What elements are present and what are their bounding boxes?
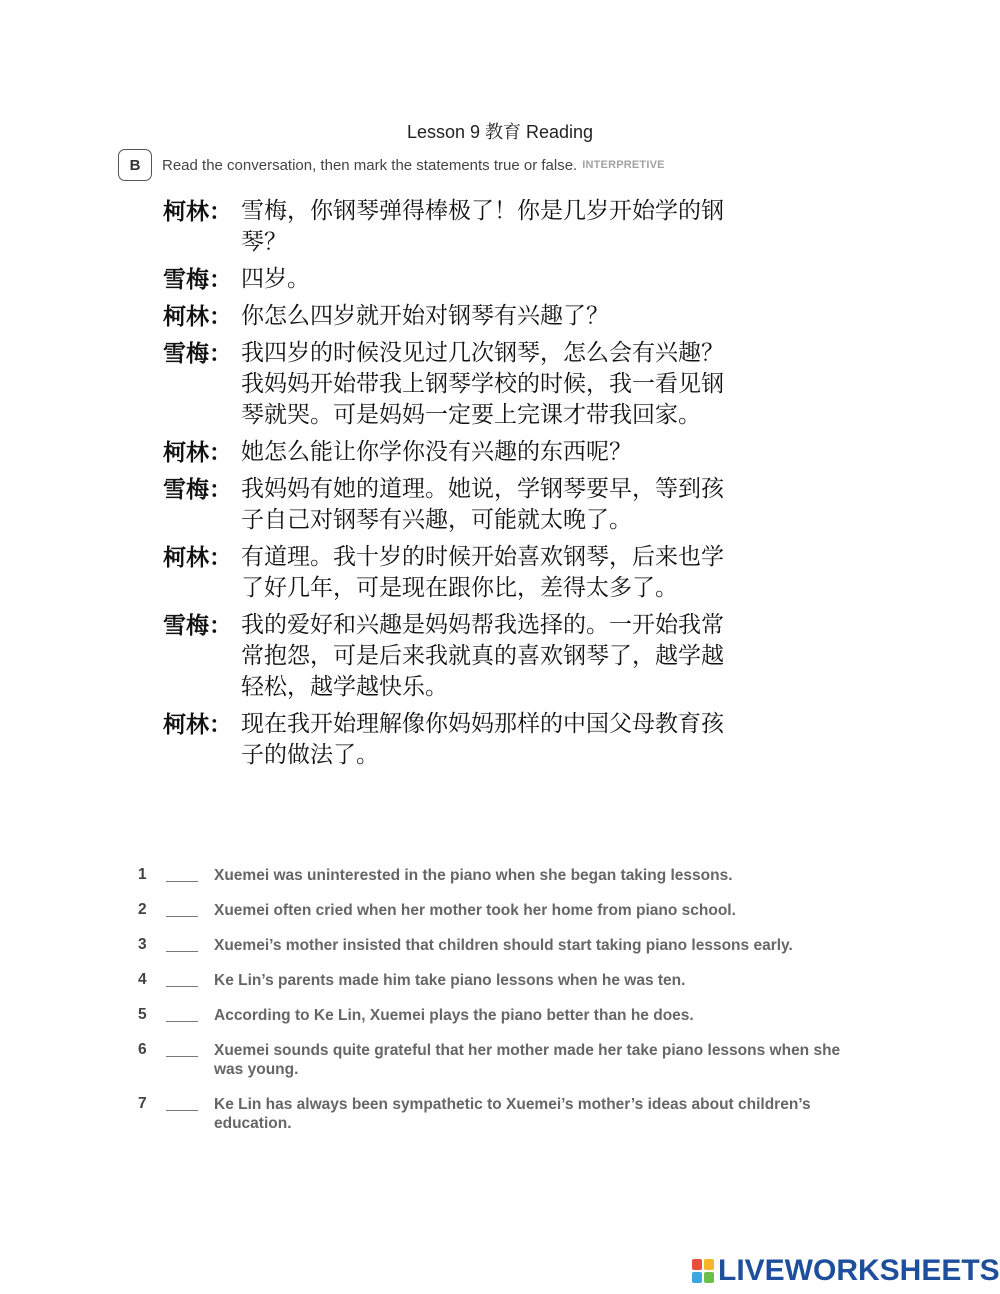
answer-blank[interactable]	[166, 971, 198, 987]
dialogue-turn	[163, 338, 783, 431]
statement-text: According to Ke Lin, Xuemei plays the piano better than he does.	[214, 1007, 694, 1024]
liveworksheets-logo-icon	[692, 1259, 714, 1283]
interpretive-tag: INTERPRETIVE	[582, 159, 665, 171]
dialogue-turn	[163, 301, 783, 332]
statement-number: 4	[138, 971, 147, 988]
dialogue-turn	[163, 264, 783, 295]
statement-number: 7	[138, 1095, 147, 1112]
dialogue-line: 现在我开始理解像你妈妈那样的中国父母教育孩子的做法了。	[241, 711, 724, 768]
statement-item	[138, 1041, 868, 1079]
statement-item	[138, 1095, 868, 1133]
logo-square	[704, 1272, 714, 1283]
dialogue-line: 我四岁的时候没见过几次钢琴，怎么会有兴趣？我妈妈开始带我上钢琴学校的时候，我一看见钢琴就哭。可是妈妈一定要上完课才带我回家。	[241, 340, 724, 428]
instruction-row	[118, 148, 665, 182]
statement-number: 5	[138, 1006, 147, 1023]
speaker: 雪梅：	[163, 340, 232, 367]
statements-list	[138, 866, 868, 1149]
statement-number: 2	[138, 901, 147, 918]
statement-item	[138, 866, 868, 885]
statement-number: 3	[138, 936, 147, 953]
statement-number: 6	[138, 1041, 147, 1058]
instruction-text: Read the conversation, then mark the statements true or false.	[162, 156, 578, 174]
statement-text: Xuemei sounds quite grateful that her mother made her take piano lessons when she was young.	[214, 1042, 841, 1078]
answer-blank[interactable]	[166, 936, 198, 952]
logo-square	[704, 1259, 714, 1270]
speaker: 柯林：	[163, 544, 232, 571]
statement-item	[138, 901, 868, 920]
section-badge: B	[118, 149, 152, 181]
page-title: Lesson 9 教育 Reading	[406, 122, 594, 142]
logo-square	[692, 1259, 702, 1270]
dialogue	[163, 196, 783, 777]
dialogue-turn	[163, 437, 783, 468]
dialogue-turn	[163, 196, 783, 258]
logo-text: LIVEWORKSHEETS	[718, 1254, 1000, 1287]
answer-blank[interactable]	[166, 901, 198, 917]
speaker: 柯林：	[163, 198, 232, 225]
statement-text: Xuemei often cried when her mother took her home from piano school.	[214, 902, 736, 919]
speaker: 雪梅：	[163, 266, 232, 293]
statement-text: Ke Lin’s parents made him take piano lessons when he was ten.	[214, 972, 686, 989]
answer-blank[interactable]	[166, 1041, 198, 1057]
dialogue-turn	[163, 709, 783, 771]
answer-blank[interactable]	[166, 1095, 198, 1111]
speaker: 雪梅：	[163, 476, 232, 503]
dialogue-line: 我妈妈有她的道理。她说，学钢琴要早，等到孩子自己对钢琴有兴趣，可能就太晚了。	[241, 476, 724, 533]
dialogue-turn	[163, 542, 783, 604]
dialogue-line: 雪梅，你钢琴弹得棒极了！你是几岁开始学的钢琴？	[241, 198, 724, 255]
statement-text: Ke Lin has always been sympathetic to Xuemei’s mother’s ideas about children’s education.	[214, 1096, 811, 1132]
answer-blank[interactable]	[166, 866, 198, 882]
statement-number: 1	[138, 866, 147, 883]
logo-square	[692, 1272, 702, 1283]
dialogue-line: 我的爱好和兴趣是妈妈帮我选择的。一开始我常常抱怨，可是后来我就真的喜欢钢琴了，越学越轻松，越学越快乐。	[241, 612, 724, 700]
statement-item	[138, 1006, 868, 1025]
speaker: 柯林：	[163, 711, 232, 738]
speaker: 柯林：	[163, 439, 232, 466]
dialogue-turn	[163, 474, 783, 536]
statement-item	[138, 971, 868, 990]
speaker: 柯林：	[163, 303, 232, 330]
speaker: 雪梅：	[163, 612, 232, 639]
answer-blank[interactable]	[166, 1006, 198, 1022]
statement-text: Xuemei’s mother insisted that children should start taking piano lessons early.	[214, 937, 793, 954]
statement-text: Xuemei was uninterested in the piano when she began taking lessons.	[214, 867, 733, 884]
dialogue-line: 你怎么四岁就开始对钢琴有兴趣了？	[241, 303, 609, 329]
dialogue-line: 有道理。我十岁的时候开始喜欢钢琴，后来也学了好几年，可是现在跟你比，差得太多了。	[241, 544, 724, 601]
dialogue-turn	[163, 610, 783, 703]
dialogue-line: 她怎么能让你学你没有兴趣的东西呢？	[241, 439, 632, 465]
dialogue-line: 四岁。	[241, 266, 310, 292]
liveworksheets-logo	[692, 1254, 1000, 1288]
statement-item	[138, 936, 868, 955]
